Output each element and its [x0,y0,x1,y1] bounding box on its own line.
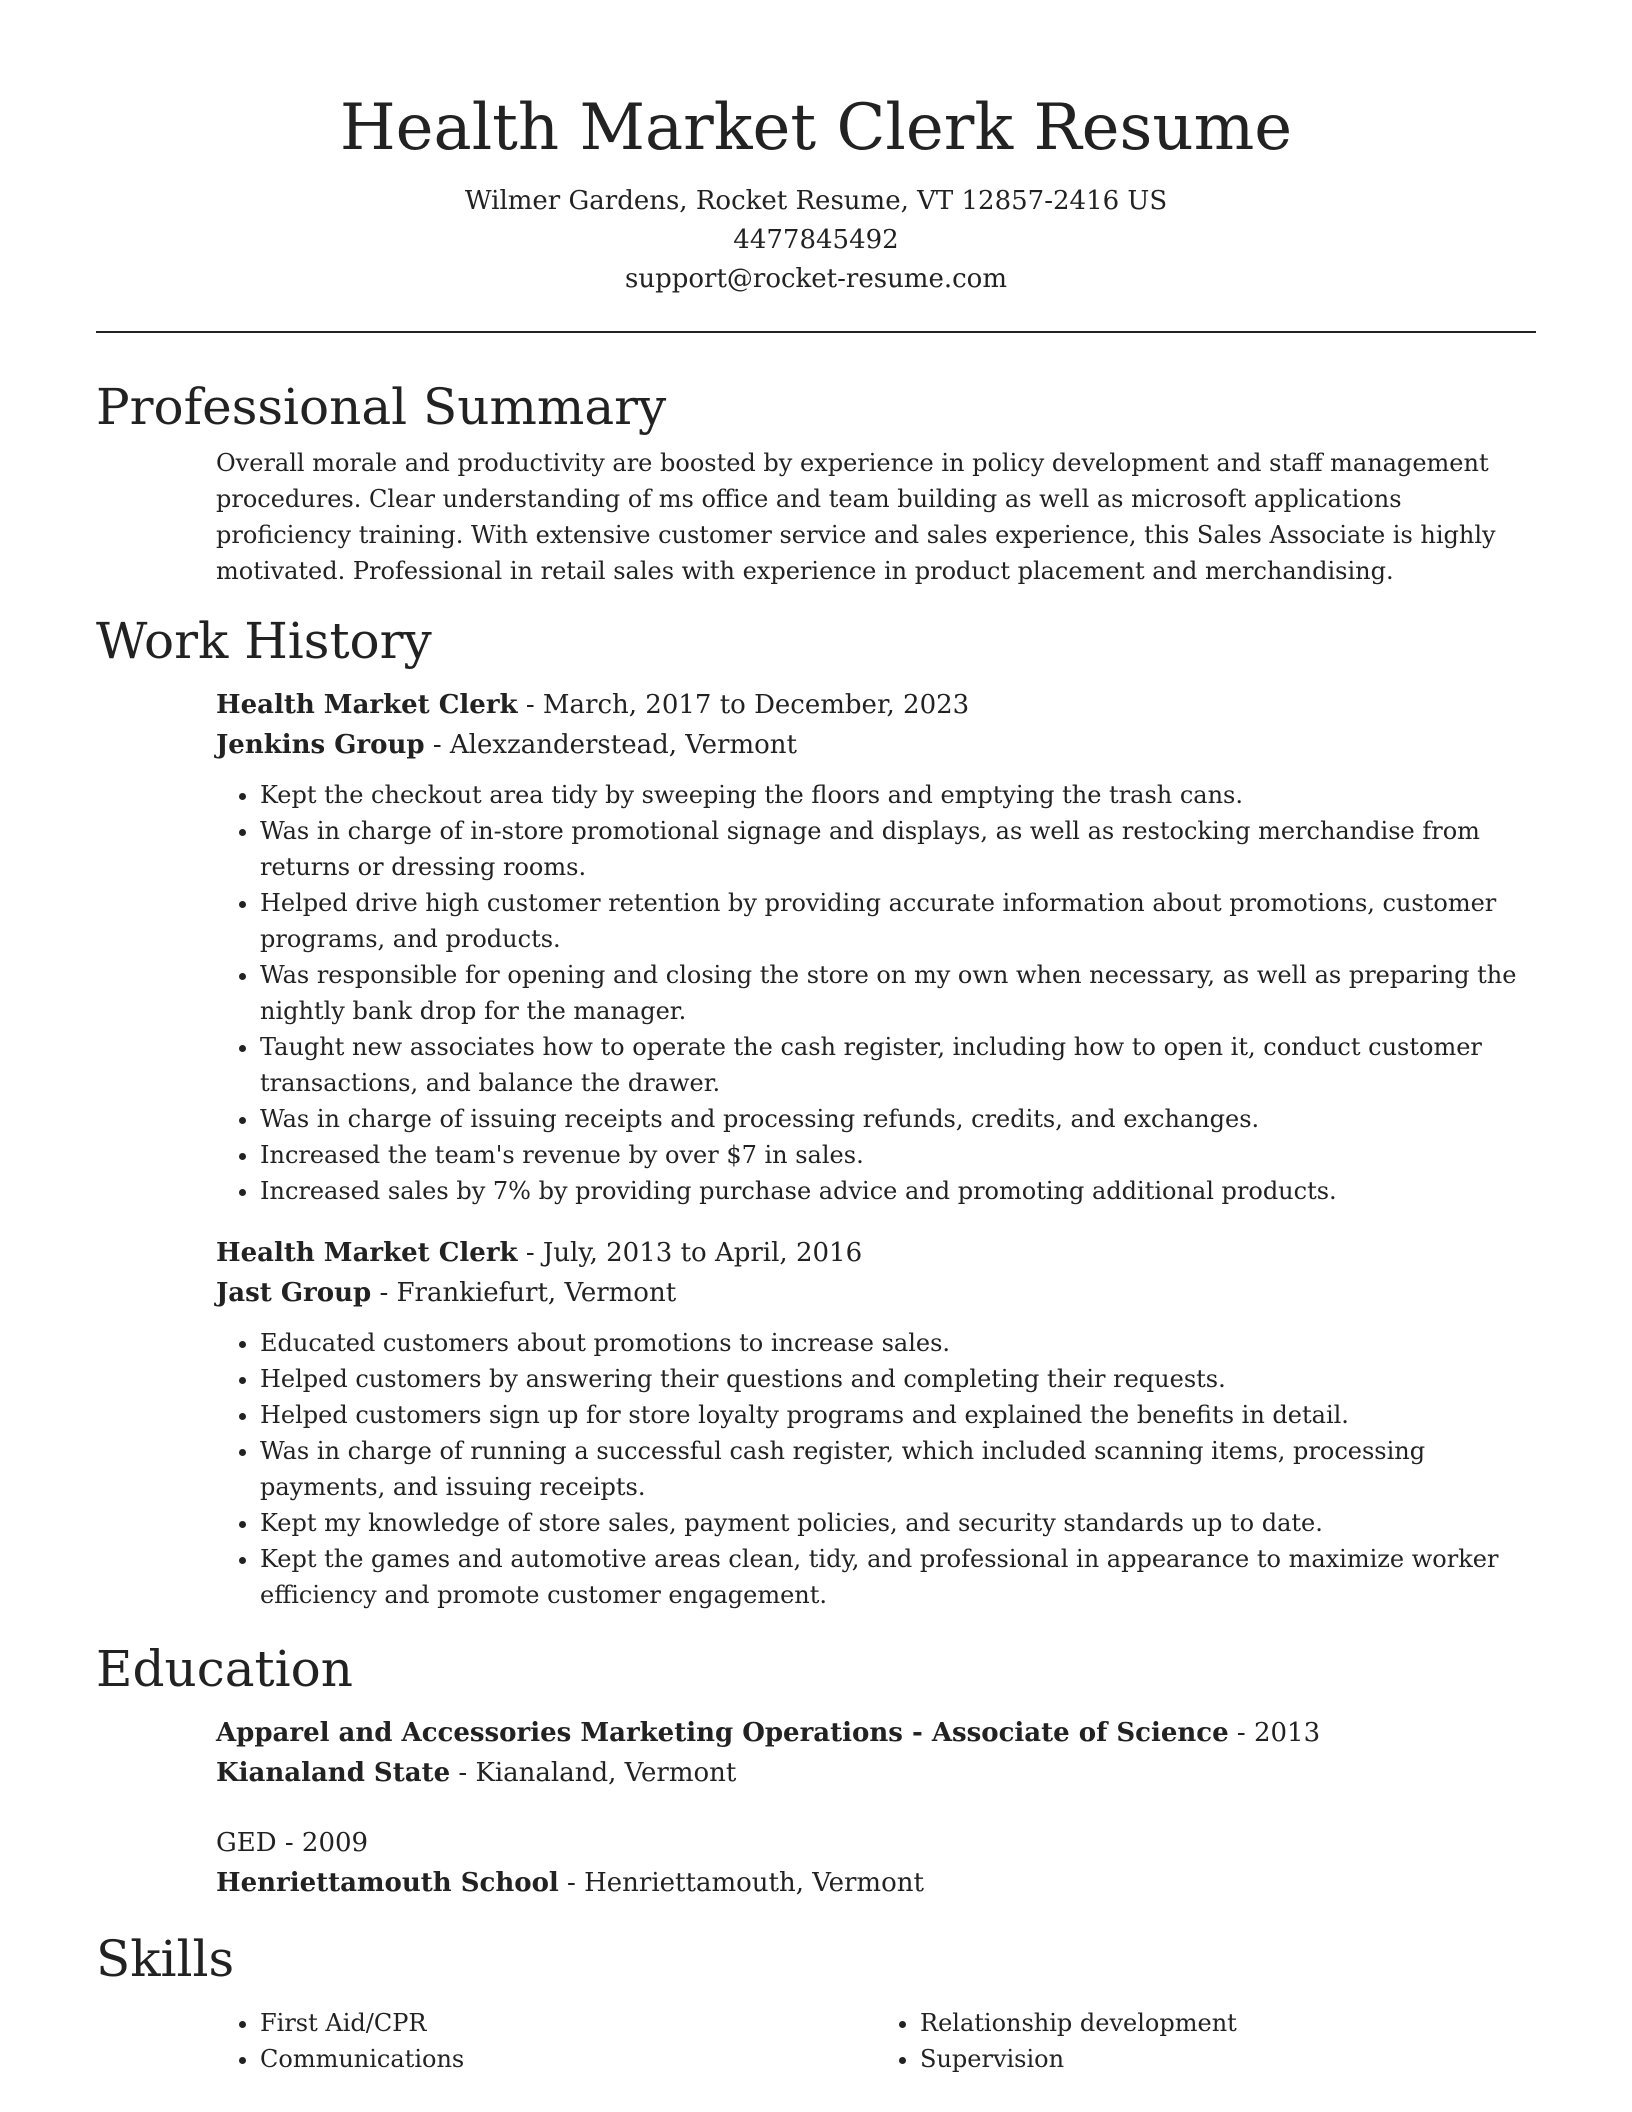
education-entry [216,1713,1536,1793]
work-history-section [96,607,1536,1613]
list-item: • Helped drive high customer retention by providing accurate information about promotions, customer programs, and products. [260,885,1536,957]
job-location: - Alexzanderstead, Vermont [424,730,797,760]
school-name: Kianaland State [216,1758,451,1788]
degree: Apparel and Accessories Marketing Operations - Associate of Science [216,1718,1229,1748]
section-heading-education: Education [96,1640,353,1698]
job-duties-list [216,777,1536,1209]
section-heading-skills: Skills [96,1930,235,1988]
job-entry [216,1233,1536,1613]
school-line [216,1753,1536,1793]
professional-summary-section [96,373,1536,589]
degree-line [216,1823,1536,1863]
list-item: • Was in charge of running a successful cash register, which included scanning items, processing payments, and issuing receipts. [260,1433,1536,1505]
job-company: Jast Group [216,1278,372,1308]
job-title: Health Market Clerk [216,1238,518,1268]
contact-address: Wilmer Gardens, Rocket Resume, VT 12857-2416 US [464,186,1168,216]
list-item: • Increased sales by 7% by providing purchase advice and promoting additional products. [260,1173,1536,1209]
list-item: • Helped customers by answering their questions and completing their requests. [260,1361,1536,1397]
skill-item: • First Aid/CPR [260,2005,876,2041]
job-company-line [216,725,1536,765]
school-name: Henriettamouth School [216,1868,559,1898]
job-location: - Frankiefurt, Vermont [371,1278,677,1308]
list-item: • Was responsible for opening and closing the store on my own when necessary, as well as preparing the nightly bank drop for the manager. [260,957,1536,1029]
skill-item: • Supervision [920,2041,1536,2077]
job-company-line [216,1273,1536,1313]
job-dates: - July, 2013 to April, 2016 [517,1238,863,1268]
job-title: Health Market Clerk [216,690,518,720]
contact-email: support@rocket-resume.com [624,264,1007,294]
list-item: • Was in charge of issuing receipts and processing refunds, credits, and exchanges. [260,1101,1536,1137]
section-heading-summary: Professional Summary [96,378,667,436]
list-item: • Educated customers about promotions to increase sales. [260,1325,1536,1361]
degree-line [216,1713,1536,1753]
contact-phone: 4477845492 [733,225,899,255]
resume-header [96,0,1536,299]
resume-page [96,0,1536,2077]
job-duties-list [216,1325,1536,1613]
education-section [96,1635,1536,1903]
contact-info [96,182,1536,299]
list-item: • Helped customers sign up for store loyalty programs and explained the benefits in detail. [260,1397,1536,1433]
school-line [216,1863,1536,1903]
section-heading-work-history: Work History [96,612,432,670]
job-title-line [216,1233,1536,1273]
graduation-year: - 2013 [1228,1718,1321,1748]
job-title-line [216,685,1536,725]
skills-column-right [876,2005,1536,2077]
school-location: - Henriettamouth, Vermont [558,1868,924,1898]
list-item: • Taught new associates how to operate the cash register, including how to open it, conduct customer transactions, and balance the drawer. [260,1029,1536,1101]
skill-item: • Relationship development [920,2005,1536,2041]
list-item: • Kept the games and automotive areas clean, tidy, and professional in appearance to maximize worker efficiency and promote customer engagement. [260,1541,1536,1613]
skill-item: • Communications [260,2041,876,2077]
graduation-year: - 2009 [276,1828,369,1858]
header-divider [96,331,1536,333]
degree: GED [216,1828,277,1858]
skills-grid [216,2005,1536,2077]
list-item: • Kept my knowledge of store sales, payment policies, and security standards up to date. [260,1505,1536,1541]
skills-section [96,1925,1536,2077]
school-location: - Kianaland, Vermont [450,1758,737,1788]
list-item: • Kept the checkout area tidy by sweeping the floors and emptying the trash cans. [260,777,1536,813]
skills-column-left [216,2005,876,2077]
job-dates: - March, 2017 to December, 2023 [517,690,970,720]
job-company: Jenkins Group [216,730,425,760]
page-title: Health Market Clerk Resume [339,91,1293,165]
job-entry [216,685,1536,1209]
summary-text: Overall morale and productivity are boosted by experience in policy development and staff management procedures. Clear understanding of ms office and team building as well as microsoft applications proficiency training. With extensive customer service and sales experience, this Sales Associate is highly motivated. Professional in retail sales with experience in product placement and merchandising. [216,449,1496,585]
list-item: • Was in charge of in-store promotional signage and displays, as well as restocking merchandise from returns or dressing rooms. [260,813,1536,885]
list-item: • Increased the team's revenue by over $7 in sales. [260,1137,1536,1173]
education-entry [216,1823,1536,1903]
